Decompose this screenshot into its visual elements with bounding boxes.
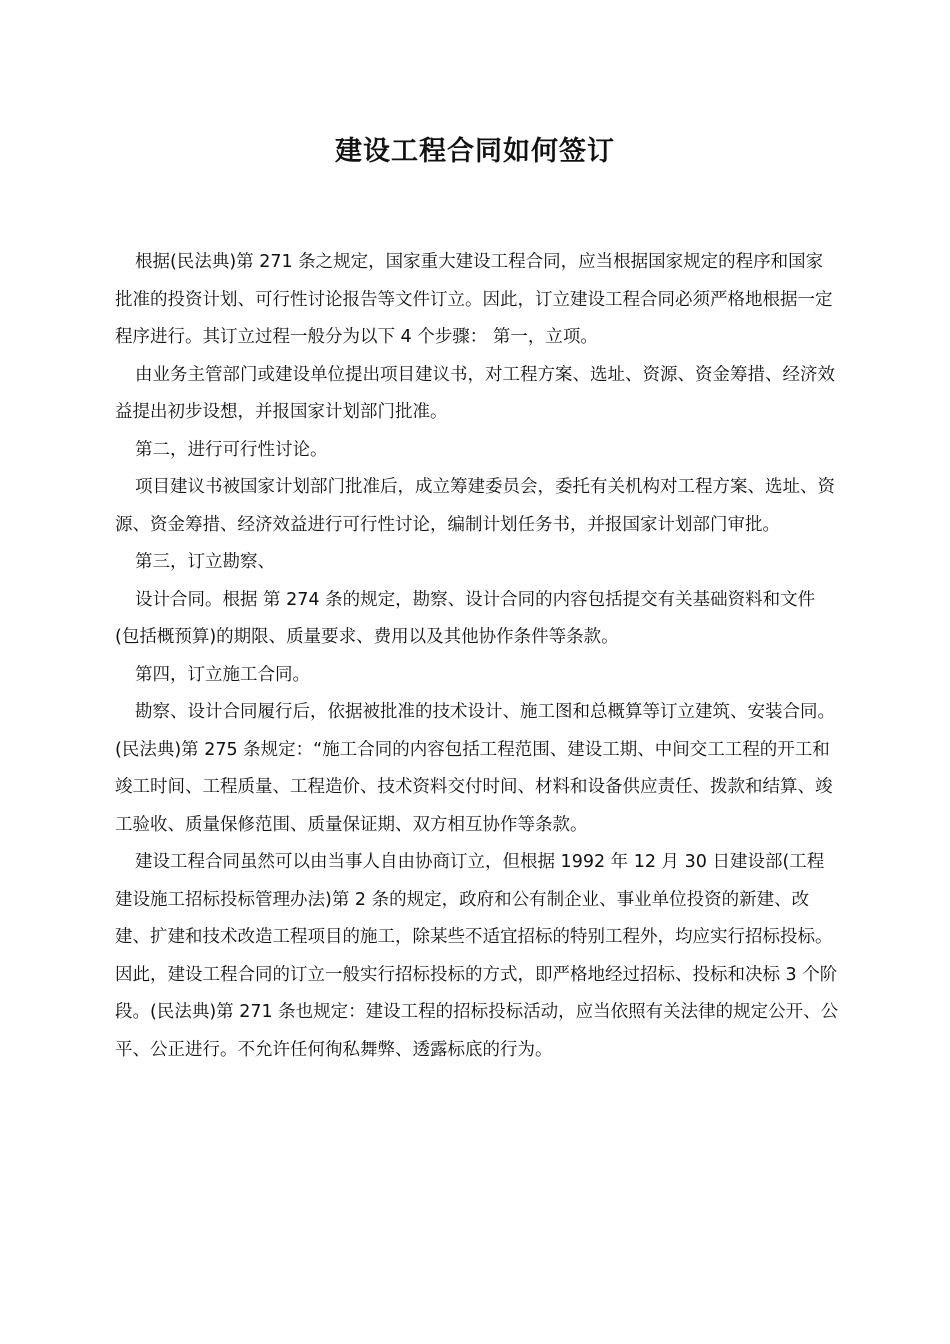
paragraph-7: 第四，订立施工合同。 bbox=[135, 664, 310, 685]
paragraph-4: 项目建议书被国家计划部门批准后，成立筹建委员会，委托有关机构对工程方案、选址、资源、资金筹措、经济效益进行可行性讨论，编制计划任务书，并报国家计划部门审批。 bbox=[115, 477, 835, 535]
document-body bbox=[115, 244, 839, 1069]
paragraph-5: 第三，订立勘察、 bbox=[135, 552, 275, 572]
paragraph-3: 第二，进行可行性讨论。 bbox=[135, 439, 328, 460]
paragraph-1: 根据(民法典)第 271 条之规定，国家重大建设工程合同，应当根据国家规定的程序和国家批准的投资计划、可行性讨论报告等文件订立。因此，订立建设工程合同必须严格地根据一定程序进行。其订立过程一般分为以下 4 个步骤： 第一，立项。 bbox=[115, 252, 833, 347]
document-title: 建设工程合同如何签订 bbox=[335, 136, 615, 167]
paragraph-9: 建设工程合同虽然可以由当事人自由协商订立，但根据 1992 年 12 月 30 日建设部(工程建设施工招标投标管理办法)第 2 条的规定，政府和公有制企业、事业单位投资的新建、改建、扩建和技术改造工程项目的施工，除某些不适宜招标的特别工程外，均应实行招标投标。因此，建设工程合同的订立一般实行招标投标的方式，即严格地经过招标、投标和决标 3 个阶段。(民法典)第 271 条也规定：建设工程的招标投标活动，应当依照有关法律的规定公开、公平、公正进行。不允许任何徇私舞弊、透露标底的行为。 bbox=[115, 852, 839, 1060]
paragraph-8: 勘察、设计合同履行后，依据被批准的技术设计、施工图和总概算等订立建筑、安装合同。(民法典)第 275 条规定：“施工合同的内容包括工程范围、建设工期、中间交工工程的开工和竣工时间、工程质量、工程造价、技术资料交付时间、材料和设备供应责任、拨款和结算、竣工验收、质量保修范围、质量保证期、双方相互协作等条款。 bbox=[115, 702, 835, 835]
paragraph-6: 设计合同。根据 第 274 条的规定，勘察、设计合同的内容包括提交有关基础资料和文件(包括概预算)的期限、质量要求、费用以及其他协作条件等条款。 bbox=[115, 589, 816, 647]
paragraph-2: 由业务主管部门或建设单位提出项目建议书，对工程方案、选址、资源、资金筹措、经济效益提出初步设想，并报国家计划部门批准。 bbox=[115, 364, 835, 422]
